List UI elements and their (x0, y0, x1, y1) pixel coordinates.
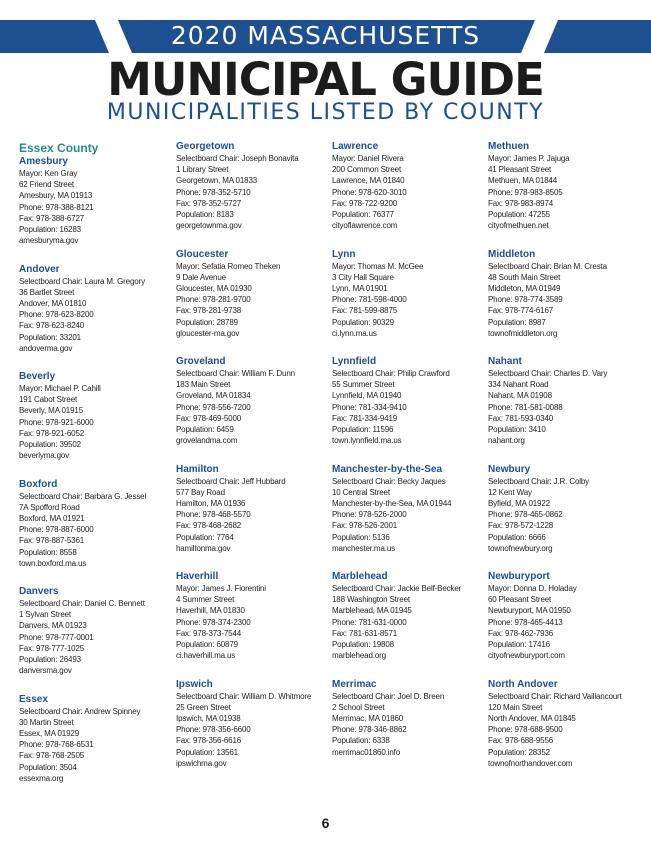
municipality-detail-line: Essex, MA 01929 (19, 728, 80, 738)
municipality-detail-line: Selectboard Chair: Barbara G. Jessel (19, 491, 147, 501)
municipality-detail-line: 3 City Hall Square (332, 272, 394, 282)
municipality-detail-line: Selectboard Chair: Joel D. Breen (332, 691, 445, 701)
municipality-entry (176, 355, 328, 463)
municipality-detail-line: Population: 76377 (332, 210, 394, 220)
municipality-entry (332, 355, 484, 463)
municipality-detail-line: georgetownma.gov (176, 221, 242, 231)
municipality-detail-line: 30 Martin Street (19, 717, 74, 727)
municipality-detail-line: Selectboard Chair: Brian M. Cresta (488, 261, 607, 271)
municipality-detail-line: Population: 8558 (19, 547, 77, 557)
municipality-detail-line: townofnorthandover.com (488, 758, 573, 768)
municipality-detail-line: 191 Cabot Street (19, 395, 78, 405)
municipality-detail-line: Phone: 978-526-2000 (332, 510, 407, 520)
municipality-detail-line: Phone: 978-465-4413 (488, 617, 563, 627)
municipality-detail-line: Phone: 978-465-0862 (488, 510, 563, 520)
municipality-name: Groveland (176, 356, 226, 367)
municipality-detail-line: 60 Pleasant Street (488, 595, 552, 605)
municipality-detail-line: Phone: 978-688-9500 (488, 725, 563, 735)
municipality-detail-line: 2 School Street (332, 702, 385, 712)
municipality-detail-line: 25 Green Street (176, 702, 231, 712)
municipality-detail-line: Beverly, MA 01915 (19, 406, 84, 416)
municipality-detail-line: 36 Bartlet Street (19, 287, 75, 297)
municipality-detail-line: Mayor: Michael P. Cahill (19, 384, 101, 393)
municipality-detail-line: hamiltonma.gov (176, 543, 231, 553)
municipality-detail-line: merrimac01860.info (332, 747, 400, 757)
municipality-detail-line: Population: 60879 (176, 640, 238, 650)
municipality-detail-line: Phone: 978-281-9700 (176, 295, 251, 305)
municipality-entry (332, 140, 484, 248)
municipality-detail-line: 188 Washington Street (332, 595, 410, 605)
municipality-name: Boxford (19, 478, 58, 490)
municipality-name: Lynn (332, 248, 356, 260)
municipality-detail-line: 1 Sylvan Street (19, 610, 72, 620)
municipality-detail-line: Selectboard Chair: Charles D. Vary (488, 369, 608, 378)
municipality-detail-line: Fax: 978-921-6052 (19, 428, 85, 438)
municipality-detail-line: Selectboard Chair: Laura M. Gregory (19, 276, 145, 286)
municipality-detail-line: 9 Dale Avenue (176, 272, 226, 282)
municipality-detail-line: Fax: 978-777-1025 (19, 643, 85, 653)
municipality-detail-line: Haverhill, MA 01830 (176, 606, 245, 616)
municipality-detail-line: Fax: 978-688-9556 (488, 736, 554, 746)
municipality-detail-line: Mayor: Ken Gray (19, 169, 78, 178)
municipality-detail-line: Mayor: Daniel Rivera (332, 154, 404, 163)
municipality-detail-line: Selectboard Chair: Daniel C. Bennett (19, 599, 145, 608)
municipality-detail-line: 200 Common Street (332, 165, 402, 175)
municipality-detail-line: Georgetown, MA 01833 (176, 176, 258, 186)
column-2 (176, 140, 328, 785)
municipality-detail-line: Fax: 978-462-7936 (488, 628, 554, 638)
municipality-detail-line: Fax: 978-469-5000 (176, 413, 242, 423)
municipality-detail-line: Amesbury, MA 01913 (19, 191, 93, 201)
municipality-detail-line: 334 Nahant Road (488, 380, 549, 390)
column-1 (19, 140, 171, 800)
municipality-name: Haverhill (176, 571, 219, 582)
municipality-entry (176, 570, 328, 678)
municipality-detail-line: Phone: 781-598-4000 (332, 295, 407, 305)
municipality-detail-line: gloucester-ma.gov (176, 328, 240, 338)
municipality-detail-line: Population: 16283 (19, 225, 81, 235)
municipality-detail-line: Selectboard Chair: Andrew Spinney (19, 706, 141, 716)
municipality-detail-line: Population: 8987 (488, 317, 546, 327)
municipality-name: Essex (19, 693, 48, 705)
municipality-detail-line: town.lynnfield.ma.us (332, 436, 402, 446)
municipality-detail-line: ci.lynn.ma.us (332, 328, 377, 338)
municipality-name: Beverly (19, 371, 56, 382)
municipality-detail-line: Lynn, MA 01901 (332, 283, 388, 293)
municipality-detail-line: Middleton, MA 01949 (488, 283, 561, 293)
municipality-entry (176, 678, 328, 786)
municipality-detail-line: essexma.org (19, 773, 64, 783)
municipality-detail-line: Selectboard Chair: Jackie Belf-Becker (332, 584, 462, 593)
column-4 (488, 140, 640, 785)
municipality-detail-line: Manchester-by-the-Sea, MA 01944 (332, 498, 452, 508)
municipality-detail-line: Phone: 978-356-6600 (176, 725, 251, 735)
municipality-detail-line: danversma.gov (19, 666, 72, 676)
municipality-detail-line: Gloucester, MA 01930 (176, 283, 252, 293)
municipality-detail-line: Phone: 978-768-6531 (19, 740, 94, 750)
municipality-detail-line: grovelandma.com (176, 436, 238, 446)
header-banner (0, 0, 651, 53)
page-subtitle: MUNICIPALITIES LISTED BY COUNTY (106, 100, 545, 125)
municipality-detail-line: Merrimac, MA 01860 (332, 713, 404, 723)
municipality-detail-line: townofnewbury.org (488, 543, 553, 553)
municipality-name: Middleton (488, 248, 536, 260)
municipality-entry (332, 248, 484, 356)
municipality-detail-line: Fax: 781-599-8875 (332, 306, 398, 316)
municipality-entry (332, 570, 484, 678)
municipality-name: Methuen (488, 141, 530, 152)
municipality-entry (488, 463, 640, 571)
municipality-detail-line: Fax: 978-356-6616 (176, 736, 242, 746)
municipality-detail-line: Mayor: James J. Fiorentini (176, 584, 266, 593)
municipality-detail-line: Phone: 978-623-8200 (19, 310, 94, 320)
municipality-detail-line: Fax: 978-526-2001 (332, 521, 398, 531)
municipality-detail-line: Selectboard Chair: William D. Whitmore (176, 691, 312, 701)
municipality-detail-line: Lawrence, MA 01840 (332, 176, 405, 186)
municipality-detail-line: 41 Pleasant Street (488, 165, 552, 175)
municipality-detail-line: Fax: 978-373-7544 (176, 628, 242, 638)
county-heading: Essex County (19, 141, 99, 155)
municipality-detail-line: Fax: 978-281-9738 (176, 306, 242, 316)
municipality-detail-line: Population: 28789 (176, 317, 238, 327)
municipality-detail-line: Fax: 781-334-9419 (332, 413, 398, 423)
municipality-detail-line: Phone: 978-774-3589 (488, 295, 563, 305)
municipality-detail-line: Population: 28352 (488, 747, 550, 757)
municipality-detail-line: 4 Summer Street (176, 595, 235, 605)
municipality-entry (176, 463, 328, 571)
municipality-entry (19, 693, 171, 801)
page-number: 6 (321, 815, 330, 831)
municipality-name: Marblehead (332, 571, 388, 582)
municipality-detail-line: manchester.ma.us (332, 543, 395, 553)
municipality-entry (488, 355, 640, 463)
column-1-entries (19, 155, 171, 800)
municipality-detail-line: Population: 6338 (332, 736, 390, 746)
municipality-detail-line: Population: 7764 (176, 532, 234, 542)
municipality-name: Merrimac (332, 678, 377, 690)
municipality-detail-line: 12 Kent Way (488, 487, 532, 497)
municipality-detail-line: Population: 5136 (332, 532, 390, 542)
municipality-detail-line: Selectboard Chair: William F. Dunn (176, 369, 295, 378)
municipality-detail-line: 10 Central Street (332, 487, 390, 497)
municipality-detail-line: Population: 33201 (19, 332, 81, 342)
municipality-detail-line: Phone: 978-468-5570 (176, 510, 251, 520)
municipality-detail-line: Danvers, MA 01923 (19, 621, 87, 631)
municipality-detail-line: 183 Main Street (176, 380, 231, 390)
municipality-detail-line: Mayor: James P. Jajuga (488, 154, 570, 163)
municipality-entry (332, 463, 484, 571)
municipality-name: Newburyport (488, 571, 550, 582)
municipality-detail-line: 120 Main Street (488, 702, 543, 712)
municipality-detail-line: North Andover, MA 01845 (488, 713, 576, 723)
municipality-detail-line: Hamilton, MA 01936 (176, 498, 246, 508)
municipality-detail-line: Mayor: Thomas M. McGee (332, 261, 424, 271)
municipality-detail-line: Fax: 978-572-1228 (488, 521, 554, 531)
municipality-detail-line: Population: 6459 (176, 425, 234, 435)
municipality-detail-line: ci.haverhill.ma.us (176, 651, 236, 661)
municipality-detail-line: Population: 19808 (332, 640, 394, 650)
municipality-name: North Andover (488, 678, 558, 690)
municipality-detail-line: Marblehead, MA 01945 (332, 606, 412, 616)
municipality-detail-line: Selectboard Chair: Joseph Bonavita (176, 154, 299, 163)
municipality-detail-line: Selectboard Chair: Becky Jaques (332, 476, 446, 486)
column-3-entries (332, 140, 484, 785)
municipality-detail-line: Phone: 978-352-5710 (176, 187, 251, 197)
municipality-entry (488, 140, 640, 248)
municipality-detail-line: Phone: 978-620-3010 (332, 187, 407, 197)
municipality-detail-line: 1 Library Street (176, 165, 229, 175)
municipality-detail-line: beverlyma.gov (19, 451, 70, 461)
municipality-detail-line: Fax: 978-623-8240 (19, 321, 85, 331)
banner-year-title: 2020 MASSACHUSETTS (170, 21, 481, 50)
municipality-detail-line: Byfield, MA 01922 (488, 498, 550, 508)
municipality-detail-line: Phone: 978-556-7200 (176, 402, 251, 412)
municipality-detail-line: cityoflawrence.com (332, 221, 398, 231)
municipality-detail-line: Selectboard Chair: Richard Vaillancourt (488, 691, 622, 701)
municipality-detail-line: townofmiddleton.org (488, 328, 558, 338)
municipality-name: Lawrence (332, 141, 379, 152)
municipality-detail-line: cityofmethuen.net (488, 221, 549, 231)
municipality-name: Lynnfield (332, 356, 377, 367)
municipality-entry (176, 140, 328, 248)
municipality-detail-line: 55 Summer Street (332, 380, 395, 390)
municipality-detail-line: town.boxford.ma.us (19, 558, 87, 568)
municipality-detail-line: cityofnewburyport.com (488, 651, 565, 661)
municipality-detail-line: Boxford, MA 01921 (19, 513, 85, 523)
municipality-detail-line: Selectboard Chair: J.R. Colby (488, 476, 590, 486)
municipality-name: Nahant (488, 356, 522, 367)
municipality-entry (19, 370, 171, 478)
municipality-detail-line: Phone: 978-374-2300 (176, 617, 251, 627)
municipality-detail-line: 7A Spofford Road (19, 502, 80, 512)
municipality-detail-line: Mayor: Sefatia Romeo Theken (176, 261, 281, 271)
municipality-name: Ipswich (176, 678, 213, 690)
municipality-detail-line: Fax: 978-887-5361 (19, 536, 85, 546)
municipality-detail-line: nahant.org (488, 436, 525, 446)
municipality-name: Hamilton (176, 463, 219, 475)
municipality-name: Amesbury (19, 156, 68, 167)
municipality-detail-line: Andover, MA 01810 (19, 298, 87, 308)
municipality-entry (488, 248, 640, 356)
municipality-detail-line: Nahant, MA 01908 (488, 391, 552, 401)
municipality-detail-line: Groveland, MA 01834 (176, 391, 251, 401)
municipality-detail-line: Fax: 978-352-5727 (176, 198, 242, 208)
municipality-detail-line: 62 Friend Street (19, 180, 74, 190)
municipality-detail-line: Fax: 978-768-2505 (19, 751, 85, 761)
municipality-entry (19, 585, 171, 693)
municipality-detail-line: Ipswich, MA 01938 (176, 713, 241, 723)
municipality-entry (488, 678, 640, 786)
municipality-detail-line: Fax: 978-722-9200 (332, 198, 398, 208)
municipality-detail-line: 577 Bay Road (176, 487, 225, 497)
municipality-entry (19, 478, 171, 586)
municipality-detail-line: Fax: 978-983-8974 (488, 198, 554, 208)
municipality-detail-line: Newburyport, MA 01950 (488, 606, 571, 616)
municipality-detail-line: marblehead.org (332, 651, 386, 661)
municipality-entry (176, 248, 328, 356)
municipality-detail-line: Population: 13561 (176, 747, 238, 757)
municipality-detail-line: Selectboard Chair: Jeff Hubbard (176, 476, 286, 486)
municipality-detail-line: Mayor: Donna D. Holaday (488, 584, 577, 593)
municipality-detail-line: Phone: 978-887-6000 (19, 525, 94, 535)
municipality-detail-line: Fax: 781-631-8571 (332, 628, 398, 638)
municipality-detail-line: Fax: 978-388-6727 (19, 213, 85, 223)
municipality-detail-line: Fax: 978-468-2682 (176, 521, 242, 531)
municipality-entry (19, 155, 171, 263)
municipality-detail-line: Fax: 978-774-6167 (488, 306, 554, 316)
municipality-detail-line: Population: 90329 (332, 317, 394, 327)
municipality-detail-line: Phone: 978-388-8121 (19, 202, 94, 212)
municipality-entry (332, 678, 484, 786)
municipality-detail-line: Phone: 978-346-8862 (332, 725, 407, 735)
municipality-detail-line: Population: 8183 (176, 210, 234, 220)
municipality-name: Andover (19, 263, 60, 275)
municipality-detail-line: Phone: 781-581-0088 (488, 402, 563, 412)
municipality-detail-line: Fax: 781-593-0340 (488, 413, 554, 423)
municipality-detail-line: Population: 6666 (488, 532, 546, 542)
municipality-detail-line: Population: 17416 (488, 640, 550, 650)
municipality-name: Danvers (19, 586, 59, 597)
municipality-detail-line: Population: 47255 (488, 210, 550, 220)
municipality-detail-line: Population: 39502 (19, 440, 81, 450)
municipality-detail-line: Population: 3410 (488, 425, 546, 435)
municipality-detail-line: Phone: 978-983-8505 (488, 187, 563, 197)
municipality-name: Gloucester (176, 248, 229, 260)
municipality-detail-line: Population: 26493 (19, 655, 81, 665)
municipality-name: Manchester-by-the-Sea (332, 463, 443, 475)
municipality-detail-line: Population: 11596 (332, 425, 394, 435)
municipality-detail-line: 48 South Main Street (488, 272, 561, 282)
municipality-detail-line: Phone: 978-777-0001 (19, 632, 94, 642)
municipality-name: Newbury (488, 463, 531, 475)
municipality-detail-line: ipswichma.gov (176, 758, 227, 768)
municipality-name: Georgetown (176, 141, 235, 152)
page-title: MUNICIPAL GUIDE (107, 53, 544, 106)
municipality-detail-line: Phone: 781-631-0000 (332, 617, 407, 627)
municipality-detail-line: Phone: 781-334-9410 (332, 402, 407, 412)
municipality-detail-line: Methuen, MA 01844 (488, 176, 558, 186)
municipality-entry (19, 263, 171, 371)
column-2-entries (176, 140, 328, 785)
municipality-entry (488, 570, 640, 678)
column-3 (332, 140, 484, 785)
municipality-detail-line: Lynnfield, MA 01940 (332, 391, 402, 401)
municipality-detail-line: amesburyma.gov (19, 236, 79, 246)
municipality-detail-line: Phone: 978-921-6000 (19, 417, 94, 427)
municipality-detail-line: Population: 3504 (19, 762, 77, 772)
column-4-entries (488, 140, 640, 785)
municipality-detail-line: Selectboard Chair: Philip Crawford (332, 369, 450, 378)
municipality-detail-line: andoverma.gov (19, 343, 73, 353)
